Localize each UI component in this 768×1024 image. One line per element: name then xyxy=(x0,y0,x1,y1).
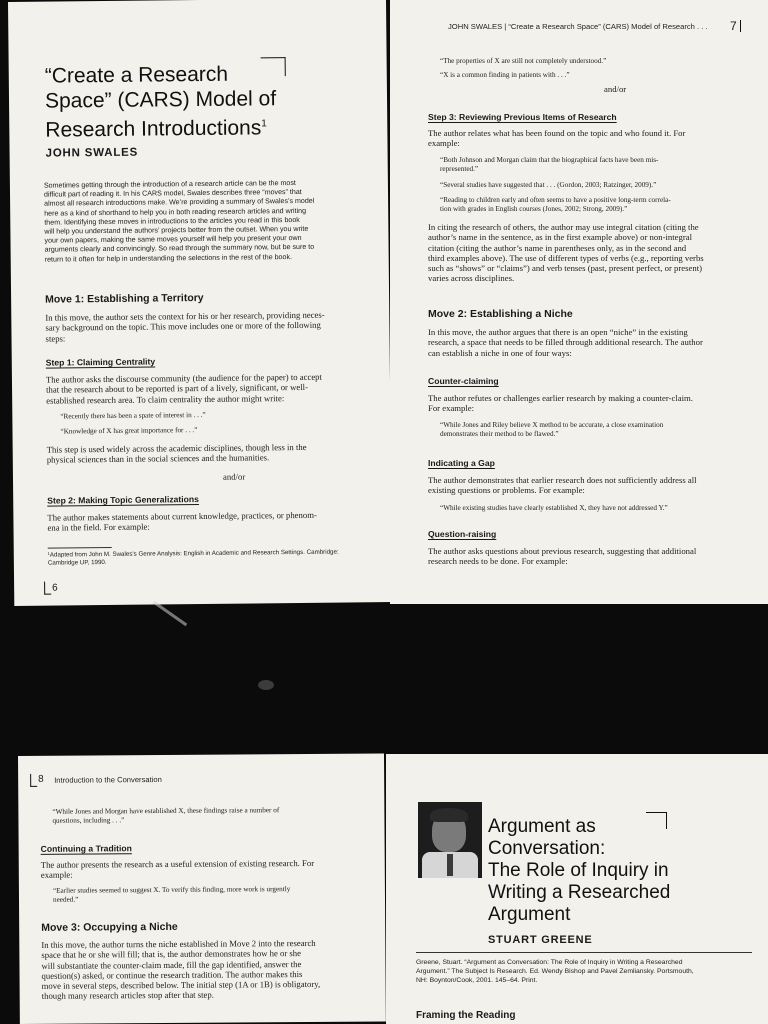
quote-2: “X is a common finding in patients with . . .” xyxy=(440,71,570,79)
step1-heading: Step 1: Claiming Centrality xyxy=(45,356,156,368)
intro-paragraph: Sometimes getting through the introduction of a research article can be the most difficult part of reading it. In his CARS model, Swales describes three “moves” that almost all research introductions make. We’re providing a summary of Swales’s model here as a kind of shorthand to help you in both reading research articles and writing them. Identifying these moves in introductions to the articles you read in this book will help you understand the authors’ projects better from the outset. When you write your own papers, making the same moves yourself will help you present your own arguments clearly and convincingly. So read through the summary now, but be sure to return to it often for help in understanding the selections in the rest of the book. xyxy=(43,178,315,264)
chapter-author: STUART GREENE xyxy=(488,934,593,946)
page-number-mark xyxy=(44,582,51,595)
scan-streak xyxy=(153,601,187,626)
author-photo xyxy=(418,802,482,878)
step3-heading: Step 3: Reviewing Previous Items of Research xyxy=(428,112,617,122)
page-number-mark xyxy=(740,20,741,32)
question-raising-heading: Question-raising xyxy=(428,529,497,539)
indicating-gap-body: The author demonstrates that earlier research does not sufficiently address all existing questions or problems. For example: xyxy=(428,475,697,496)
counter-claiming-body: The author refutes or challenges earlier research by making a counter-claim. For example: xyxy=(428,393,693,414)
move2-heading: Move 2: Establishing a Niche xyxy=(428,308,573,320)
step1-body: The author asks the discourse community (the audience for the paper) to accept that the research about to be reported is part of a lively, significant, or well- established research area. To claim centrality the author might write: xyxy=(45,371,322,406)
and-or: and/or xyxy=(222,471,246,482)
step1-quote-1: “Recently there has been a spate of interest in . . .” xyxy=(60,410,206,421)
citing-paragraph: In citing the research of others, the author may use integral citation (citing the author’s name in the sentence, as in the first example above) or non-integral citation (citing the author’s name in parentheses only, as in the second and third examples above). The use of different types of verbs (e.g., reporting verbs such as “shows” or “claims”) and verb tenses (past, present perfect, or present) varies across disciplines. xyxy=(428,222,704,284)
continuing-tradition-heading: Continuing a Tradition xyxy=(40,843,132,854)
running-head: Introduction to the Conversation xyxy=(54,774,162,785)
page-8 xyxy=(18,753,386,1024)
step2-body: The author makes statements about current knowledge, practices, or phenom- ena in the field. For example: xyxy=(47,509,317,533)
indicating-gap-heading: Indicating a Gap xyxy=(428,458,495,468)
running-head: JOHN SWALES | “Create a Research Space” (CARS) Model of Research . . . xyxy=(448,22,708,31)
page-number: 8 xyxy=(38,773,44,785)
move3-body: In this move, the author turns the niche established in Move 2 into the research space that he or she will fill; that is, the author demonstrates how he or she will substantiate the counter-claim made, fill the gap identified, answer the question(s) asked, or continue the research tradition. The author makes this move in several steps, described below. The initial step (1A or 1B) is obligatory, though many research articles stop after that step. xyxy=(41,937,321,1002)
page-number: 6 xyxy=(52,582,58,594)
page-number: 7 xyxy=(730,19,737,33)
counter-claiming-heading: Counter-claiming xyxy=(428,376,499,386)
citation-rule xyxy=(416,952,752,953)
continuing-tradition-body: The author presents the research as a useful extension of existing research. For example: xyxy=(40,857,315,881)
chapter-title: “Create a Research Space” (CARS) Model of Research Introductions$^1$ xyxy=(44,62,277,142)
page-6 xyxy=(8,0,392,606)
quote-1: “The properties of X are still not completely understood.” xyxy=(440,57,607,65)
chapter-author: JOHN SWALES xyxy=(45,146,139,160)
step2-heading: Step 2: Making Topic Generalizations xyxy=(47,494,199,506)
page-7 xyxy=(390,0,768,604)
step1-after: This step is used widely across the academic disciplines, though less in the physical sciences than in the social sciences and the humanities. xyxy=(46,441,307,465)
question-raising-body: The author asks questions about previous research, suggesting that additional research needs to be done. For example: xyxy=(428,546,697,567)
footnote-rule xyxy=(48,547,112,548)
move1-body: In this move, the author sets the context for his or her research, providing neces- sary background on the topic. This move includes one or more of the following steps: xyxy=(45,309,325,344)
step3-body: The author relates what has been found on the topic and who found it. For example: xyxy=(428,128,686,149)
move2-body: In this move, the author argues that there is an open “niche” in the existing research, a space that needs to be filled through additional research. The author can establish a niche in one of four ways: xyxy=(428,327,703,358)
step3-quote-1: “Both Johnson and Morgan claim that the biographical facts have been mis- represented.” xyxy=(440,156,659,174)
step3-quote-2: “Several studies have suggested that . . . (Gordon, 2003; Ratzinger, 2009).” xyxy=(440,181,657,189)
and-or: and/or xyxy=(604,84,627,94)
continuing-tradition-quote: “Earlier studies seemed to suggest X. To verify this finding, more work is urgently needed.” xyxy=(52,885,291,905)
chapter-title: Argument as Conversation: The Role of Inquiry in Writing a Researched Argument xyxy=(488,816,671,925)
footnote: ¹Adapted from John M. Swales’s Genre Analysis: English in Academic and Research Settings. Cambridge: Cambridge UP, 1990. xyxy=(47,548,339,567)
move3-heading: Move 3: Occupying a Niche xyxy=(41,920,178,934)
step3-quote-3: “Reading to children early and often seems to have a positive long-term correla- tion with grades in English courses (Jones, 2002; Strong, 2009).” xyxy=(440,196,671,214)
counter-claiming-quote: “While Jones and Riley believe X method to be accurate, a close examination demonstrates their method to be flawed.” xyxy=(440,421,664,439)
page-number-mark xyxy=(30,774,37,787)
indicating-gap-quote: “While existing studies have clearly established X, they have not addressed Y.” xyxy=(440,504,668,512)
chapter-corner-mark xyxy=(646,812,667,829)
chapter-corner-mark xyxy=(261,57,286,76)
move1-heading: Move 1: Establishing a Territory xyxy=(45,291,204,306)
framing-heading: Framing the Reading xyxy=(416,1010,516,1021)
citation: Greene, Stuart. “Argument as Conversation: The Role of Inquiry in Writing a Researched Argument.” The Subject Is Research. Ed. Wendy Bishop and Pavel Zemliansky. Portsmouth, NH: Boynton/Cook, 2001. 145–64. Print. xyxy=(416,959,694,984)
quote: “While Jones and Morgan have established X, these findings raise a number of questions, including . . .” xyxy=(52,806,280,826)
step1-quote-2: “Knowledge of X has great importance for . . .” xyxy=(60,426,198,436)
page-9 xyxy=(386,754,768,1024)
scan-speck xyxy=(258,680,274,690)
